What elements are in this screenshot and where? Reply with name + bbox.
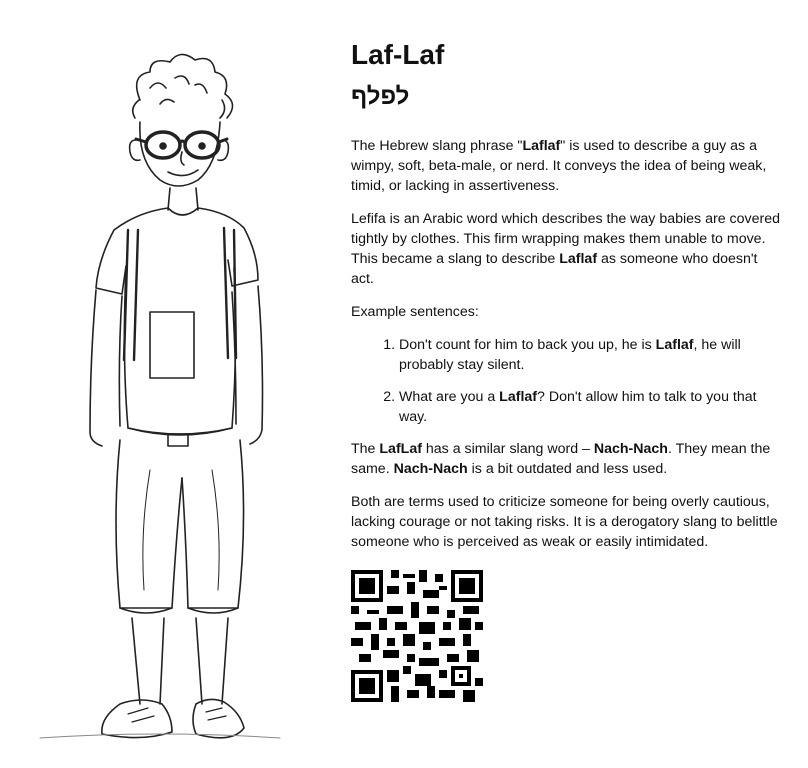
paragraph-summary: Both are terms used to criticize someone for being overly cautious, lacking courage or not taking risks. It is a derogatory slang to belittle someone who is perceived as weak or easily intimidated. — [351, 494, 778, 550]
term-bold: Laflaf — [559, 251, 598, 267]
article — [351, 38, 781, 707]
boy-illustration — [0, 40, 330, 740]
examples-list — [351, 335, 781, 427]
paragraph-similar-word: The LafLaf has a similar slang word – Nach-Nach. They mean the same. Nach-Nach is a bit outdated and less used. — [351, 441, 771, 477]
examples-heading: Example sentences: — [351, 304, 479, 320]
hebrew-title: לפלף — [351, 83, 410, 110]
qr-code-icon[interactable] — [351, 570, 483, 702]
list-item: 1. Don't count for him to back you up, he is Laflaf, he will probably stay silent. — [399, 335, 781, 375]
list-item: 2. What are you a Laflaf? Don't allow him to talk to you that way. — [399, 387, 781, 427]
paragraph-etymology: Lefifa is an Arabic word which describes the way babies are covered tightly by clothes. This firm wrapping makes them unable to move. This became a slang to describe Laflaf as someone who doesn't act. — [351, 211, 781, 287]
page-title: Laf-Laf — [351, 39, 445, 70]
paragraph-definition: The Hebrew slang phrase "Laflaf" is used to describe a guy as a wimpy, soft, beta-male, or nerd. It conveys the idea of being weak, timid, or lacking in assertiveness. — [351, 138, 767, 194]
term-bold: Laflaf — [522, 138, 561, 154]
